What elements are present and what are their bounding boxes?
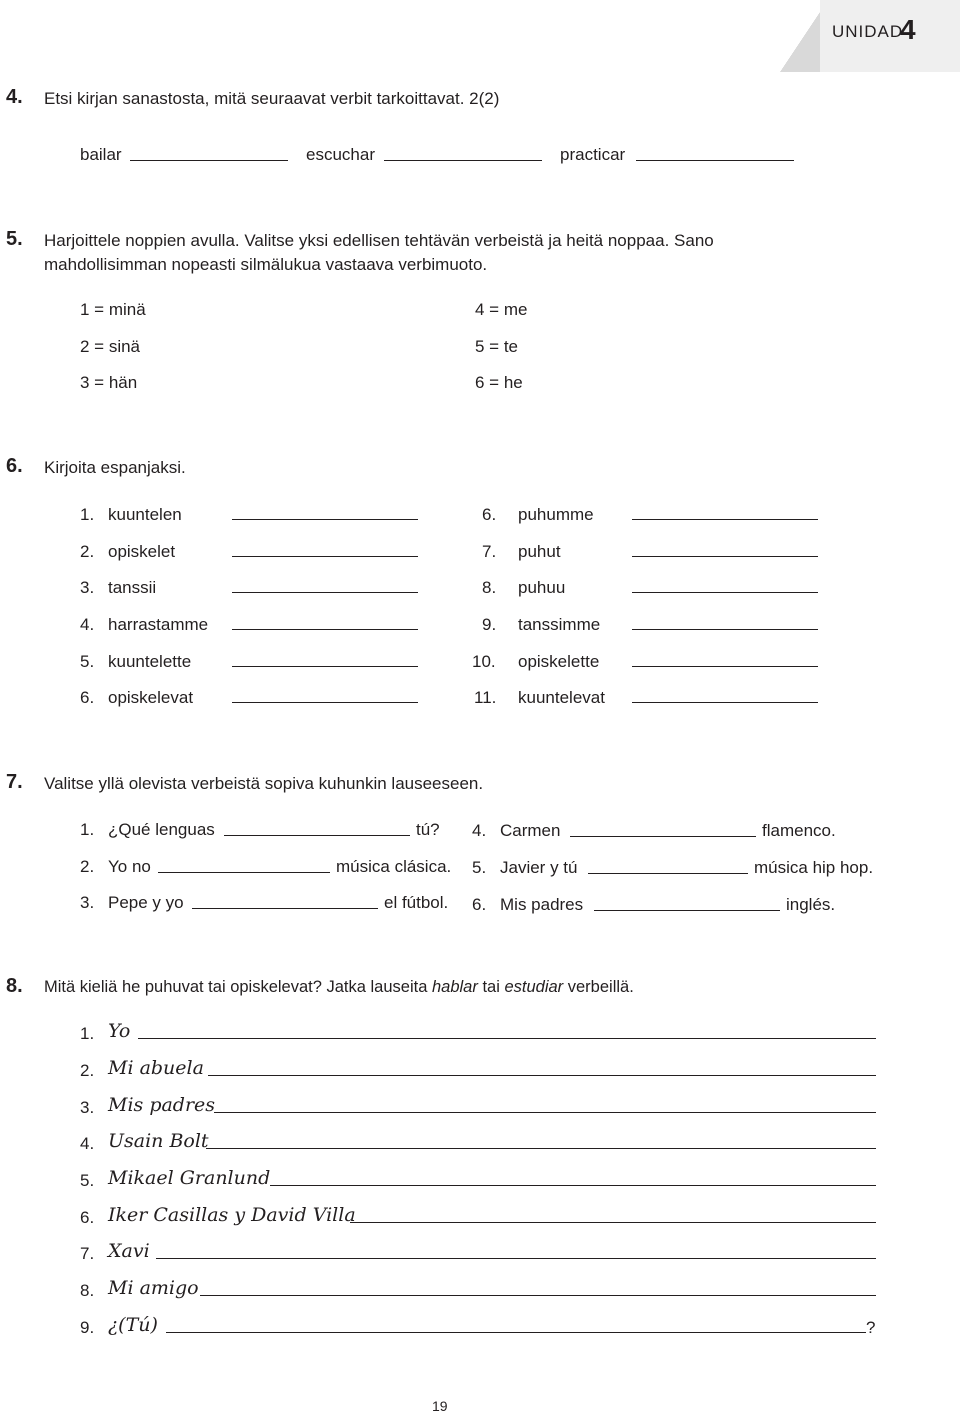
ex6-item-word: harrastamme (108, 615, 209, 634)
ex6-item-word: opiskelet (108, 542, 176, 561)
ex7-item-number: 5. (472, 858, 487, 877)
ex7-item-number: 4. (472, 821, 487, 840)
ex6-item-number: 8. (482, 578, 497, 597)
dice-item-1: 1 = minä (80, 300, 146, 319)
ex7-sentence-start: Carmen (500, 821, 561, 840)
answer-line-bailar[interactable] (130, 160, 288, 161)
ex6-answer-line[interactable] (232, 556, 418, 557)
verb-escuchar: escuchar (306, 145, 375, 164)
ex6-answer-line[interactable] (232, 592, 418, 593)
exercise-5-instruction-line2: mahdollisimman nopeasti silmälukua vastaava verbimuoto. (44, 255, 488, 274)
ex6-item-number: 1. (80, 505, 95, 524)
unit-label: UNIDAD (832, 22, 904, 41)
ex8-subject: Iker Casillas y David Villa (108, 1204, 356, 1226)
exercise-4-instruction: Etsi kirjan sanastosta, mitä seuraavat verbit tarkoittavat. 2(2) (44, 89, 500, 108)
ex7-item-number: 3. (80, 893, 95, 912)
verb-bailar: bailar (80, 145, 122, 164)
ex8-answer-line[interactable] (166, 1332, 866, 1333)
ex6-item-word: kuuntelevat (518, 688, 605, 707)
ex6-answer-line[interactable] (632, 629, 818, 630)
ex7-sentence-start: Javier y tú (500, 858, 578, 877)
ex6-item-number: 6. (482, 505, 497, 524)
ex8-subject: Mis padres (108, 1094, 216, 1116)
ex6-answer-line[interactable] (632, 556, 818, 557)
ex8-answer-line[interactable] (350, 1222, 876, 1223)
ex6-answer-line[interactable] (232, 629, 418, 630)
dice-item-6: 6 = he (475, 373, 523, 392)
ex8-item-number: 9. (80, 1318, 95, 1337)
ex8-subject: Mi abuela (108, 1057, 204, 1079)
ex7-item-number: 1. (80, 820, 95, 839)
ex6-item-number: 5. (80, 652, 95, 671)
ex7-answer-line[interactable] (192, 908, 378, 909)
ex6-answer-line[interactable] (232, 519, 418, 520)
ex6-item-word: puhuu (518, 578, 566, 597)
ex7-item-number: 6. (472, 895, 487, 914)
exercise-6-number: 6. (6, 455, 23, 477)
ex6-item-word: puhut (518, 542, 561, 561)
ex7-item-number: 2. (80, 857, 95, 876)
ex7-answer-line[interactable] (594, 910, 780, 911)
ex7-sentence-start: Mis padres (500, 895, 584, 914)
exercise-8-number: 8. (6, 975, 23, 997)
ex6-item-word: tanssimme (518, 615, 601, 634)
ex7-sentence-end: tú? (416, 820, 440, 839)
ex8-item-number: 1. (80, 1024, 95, 1043)
ex6-item-word: puhumme (518, 505, 594, 524)
ex8-subject: Usain Bolt (108, 1130, 209, 1152)
ex6-item-word: opiskelette (518, 652, 600, 671)
ex8-answer-line[interactable] (270, 1185, 876, 1186)
ex6-answer-line[interactable] (632, 592, 818, 593)
ex8-answer-line[interactable] (200, 1295, 876, 1296)
ex8-subject: Yo (108, 1020, 131, 1042)
ex7-sentence-start: Yo no (108, 857, 151, 876)
ex6-answer-line[interactable] (232, 666, 418, 667)
page-number: 19 (432, 1398, 448, 1414)
exercise-4-number: 4. (6, 86, 23, 108)
ex8-item-number: 6. (80, 1208, 95, 1227)
ex6-item-number: 9. (482, 615, 497, 634)
exercise-5-instruction-line1: Harjoittele noppien avulla. Valitse yksi edellisen tehtävän verbeistä ja heitä noppaa. Sano (44, 231, 714, 250)
ex7-answer-line[interactable] (588, 873, 748, 874)
ex8-subject: Xavi (108, 1240, 150, 1262)
ex6-answer-line[interactable] (632, 519, 818, 520)
dice-item-4: 4 = me (475, 300, 528, 319)
ex8-answer-line[interactable] (208, 1075, 876, 1076)
ex8-answer-line[interactable] (138, 1038, 876, 1039)
ex7-sentence-end: flamenco. (762, 821, 836, 840)
ex8-item-number: 4. (80, 1134, 95, 1153)
dice-item-2: 2 = sinä (80, 337, 141, 356)
ex7-sentence-end: música hip hop. (754, 858, 874, 877)
exercise-6-instruction: Kirjoita espanjaksi. (44, 458, 186, 477)
ex6-item-word: kuuntelette (108, 652, 192, 671)
ex8-subject: Mikael Granlund (108, 1167, 271, 1189)
ex8-item-number: 7. (80, 1244, 95, 1263)
ex7-sentence-end: el fútbol. (384, 893, 449, 912)
ex7-answer-line[interactable] (158, 872, 330, 873)
ex6-item-number: 7. (482, 542, 497, 561)
ex6-item-word: kuuntelen (108, 505, 182, 524)
ex8-answer-line[interactable] (156, 1258, 876, 1259)
ex8-item-number: 2. (80, 1061, 95, 1080)
ex7-sentence-end: música clásica. (336, 857, 452, 876)
answer-line-escuchar[interactable] (384, 160, 542, 161)
exercise-5-number: 5. (6, 228, 23, 250)
ex6-item-word: opiskelevat (108, 688, 194, 707)
dice-item-5: 5 = te (475, 337, 519, 356)
ex7-sentence-start: Pepe y yo (108, 893, 184, 912)
ex6-item-number: 4. (80, 615, 95, 634)
ex7-sentence-end: inglés. (786, 895, 836, 914)
ex8-item-number: 3. (80, 1098, 95, 1117)
ex6-answer-line[interactable] (232, 702, 418, 703)
ex6-answer-line[interactable] (632, 702, 818, 703)
ex8-question-mark: ? (866, 1318, 876, 1337)
ex8-subject: Mi amigo (108, 1277, 199, 1299)
ex6-answer-line[interactable] (632, 666, 818, 667)
answer-line-practicar[interactable] (636, 160, 794, 161)
ex8-answer-line[interactable] (214, 1112, 876, 1113)
verb-practicar: practicar (560, 145, 626, 164)
exercise-7-instruction: Valitse yllä olevista verbeistä sopiva kuhunkin lauseeseen. (44, 774, 484, 793)
ex8-item-number: 8. (80, 1281, 95, 1300)
ex7-answer-line[interactable] (570, 836, 756, 837)
ex6-item-number: 2. (80, 542, 95, 561)
ex7-sentence-start: ¿Qué lenguas (108, 820, 215, 839)
exercise-7-number: 7. (6, 771, 23, 793)
exercise-8-instruction: Mitä kieliä he puhuvat tai opiskelevat? Jatka lauseita hablar tai estudiar verbeillä. (44, 978, 634, 996)
ex8-answer-line[interactable] (206, 1148, 876, 1149)
unit-number: 4 (900, 14, 916, 45)
ex6-item-number: 3. (80, 578, 95, 597)
ex7-answer-line[interactable] (224, 835, 410, 836)
ex6-item-number: 11. (474, 688, 497, 707)
ex6-item-word: tanssii (108, 578, 157, 597)
ex8-subject: ¿(Tú) (108, 1314, 158, 1336)
ex6-item-number: 10. (472, 652, 496, 671)
ex6-item-number: 6. (80, 688, 95, 707)
ex8-item-number: 5. (80, 1171, 95, 1190)
dice-item-3: 3 = hän (80, 373, 138, 392)
